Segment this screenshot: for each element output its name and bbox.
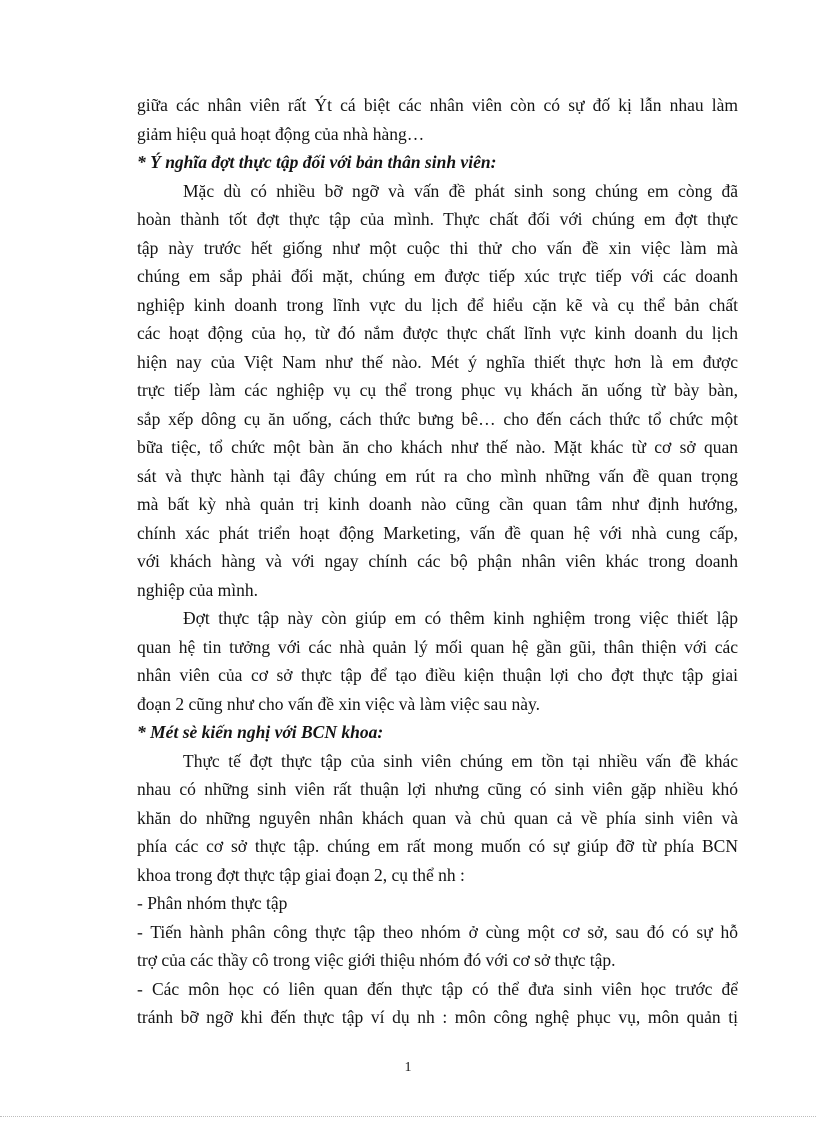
text-line: hoàn thành tốt đợt thực tập của mình. Thực chất đối với chúng em đợt thực (137, 209, 738, 229)
section-heading: * Ý nghĩa đợt thực tập đối với bản thân sinh viên: (137, 152, 497, 172)
text-line: nhau có những sinh viên rất thuận lợi nhưng cũng có sinh viên gặp nhiều khó (137, 779, 738, 799)
text-line: sát và thực hành tại đây chúng em rút ra cho mình những vấn đề quan trọng (137, 466, 738, 486)
text-line: Mặc dù có nhiều bỡ ngỡ và vấn đề phát sinh song chúng em còng đã (183, 181, 738, 201)
list-item: - Các môn học có liên quan đến thực tập có thể đưa sinh viên học trước để (137, 979, 738, 999)
list-item: - Phân nhóm thực tập (137, 893, 288, 913)
list-item: tránh bỡ ngỡ khi đến thực tập ví dụ nh : môn công nghệ phục vụ, môn quản tị (137, 1007, 738, 1027)
text-line: mà bất kỳ nhà quản trị kinh doanh nào cũng cần quan tâm như định hướng, (137, 494, 738, 514)
text-line: khoa trong đợt thực tập giai đoạn 2, cụ thể nh : (137, 865, 465, 885)
text-line: các hoạt động của họ, từ đó nắm được thực chất lĩnh vực kinh doanh du lịch (137, 323, 738, 343)
text-line: đoạn 2 cũng như cho vấn đề xin việc và làm việc sau này. (137, 694, 540, 714)
text-line: giữa các nhân viên rất Ýt cá biệt các nhân viên còn có sự đố kị lẫn nhau làm (137, 95, 738, 115)
text-line: Đợt thực tập này còn giúp em có thêm kinh nghiệm trong việc thiết lập (183, 608, 738, 628)
text-line: giảm hiệu quả hoạt động của nhà hàng… (137, 124, 425, 144)
section-heading: * Mét sè kiến nghị với BCN khoa: (137, 722, 384, 742)
text-line: nghiệp của mình. (137, 580, 259, 600)
text-line: Thực tế đợt thực tập của sinh viên chúng em tồn tại nhiều vấn đề khác (183, 751, 738, 771)
list-item: - Tiến hành phân công thực tập theo nhóm ở cùng một cơ sở, sau đó có sự hỗ (137, 922, 738, 942)
text-line: tập này trước hết giống như một cuộc thi thử cho vấn đề xin việc làm mà (137, 238, 738, 258)
list-item: trợ của các thầy cô trong việc giới thiệu nhóm đó với cơ sở thực tập. (137, 950, 616, 970)
text-line: nhân viên của cơ sở thực tập để tạo điều kiện thuận lợi cho đợt thực tập giai (137, 665, 738, 685)
page-number: 1 (404, 1060, 412, 1075)
text-line: phía các cơ sở thực tập. chúng em rất mong muốn có sự giúp đỡ từ phía BCN (137, 836, 738, 856)
text-line: trực tiếp làm các nghiệp vụ cụ thể trong phục vụ khách ăn uống từ bày bàn, (137, 380, 738, 400)
text-line: nghiệp kinh doanh trong lĩnh vực du lịch để hiểu cặn kẽ và cụ thể bản chất (137, 295, 738, 315)
text-line: với khách hàng và với ngay chính các bộ phận nhân viên khác trong doanh (137, 551, 738, 571)
text-line: chúng em sắp phải đối mặt, chúng em được tiếp xúc trực tiếp với các doanh (137, 266, 738, 286)
text-line: khăn do những nguyên nhân khách quan và chủ quan cả về phía sinh viên và (137, 808, 738, 828)
text-line: quan hệ tin tưởng với các nhà quản lý mối quan hệ gần gũi, thân thiện với các (137, 637, 738, 657)
text-line: hiện nay của Việt Nam như thế nào. Mét ý nghĩa thiết thực hơn là em được (137, 352, 738, 372)
text-line: bữa tiệc, tổ chức một bàn ăn cho khách như thế nào. Mặt khác từ cơ sở quan (137, 437, 738, 457)
text-line: chính xác phát triển hoạt động Marketing, vấn đề quan hệ với nhà cung cấp, (137, 523, 738, 543)
page-bottom-rule (0, 1116, 816, 1117)
text-line: sắp xếp dông cụ ăn uống, cách thức bưng bê… cho đến cách thức tổ chức một (137, 409, 738, 429)
